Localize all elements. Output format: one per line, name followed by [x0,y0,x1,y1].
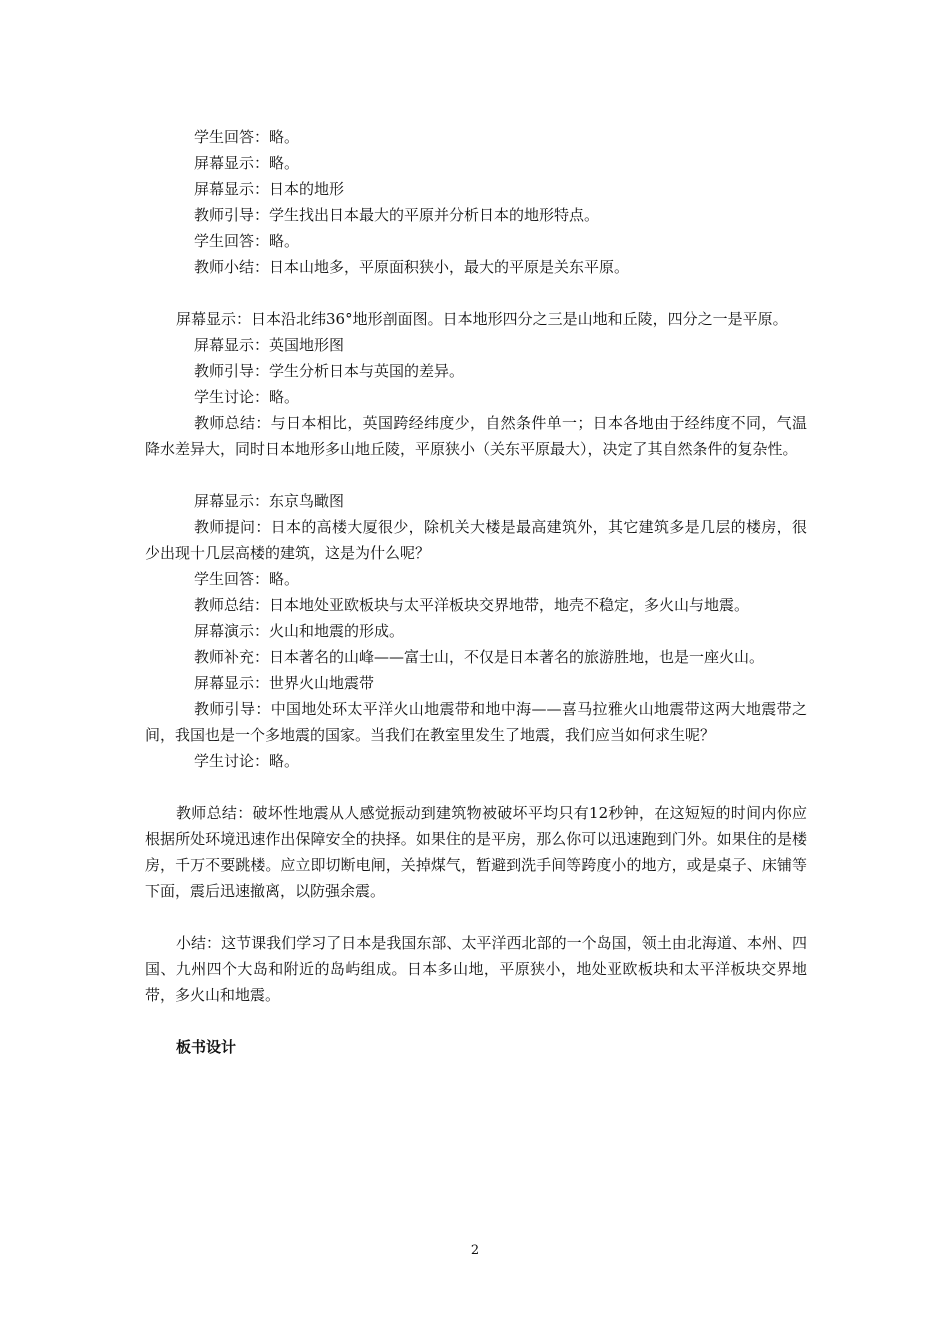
paragraph: 教师引导：学生分析日本与英国的差异。 [194,362,465,380]
paragraph: 屏幕演示：火山和地震的形成。 [194,622,405,640]
blank-line [145,1008,807,1034]
paragraph: 屏幕显示：世界火山地震带 [194,674,375,692]
blank-line [145,280,807,306]
document-body [145,124,807,1060]
paragraph: 学生回答：略。 [194,128,300,146]
paragraph: 教师引导：学生找出日本最大的平原并分析日本的地形特点。 [194,206,600,224]
blank-line [145,462,807,488]
paragraph: 屏幕显示：日本的地形 [194,180,345,198]
paragraph: 屏幕显示：日本沿北纬36°地形剖面图。日本地形四分之三是山地和丘陵，四分之一是平原。 [176,310,788,328]
paragraph: 教师引导：中国地处环太平洋火山地震带和地中海——喜马拉雅火山地震带这两大地震带之间，我国也是一个多地震的国家。当我们在教室里发生了地震，我们应当如何求生呢？ [145,700,807,744]
paragraph: 学生讨论：略。 [194,752,300,770]
paragraph: 教师补充：日本著名的山峰——富士山，不仅是日本著名的旅游胜地，也是一座火山。 [194,648,765,666]
summary-paragraph: 小结：这节课我们学习了日本是我国东部、太平洋西北部的一个岛国，领土由北海道、本州、四国、九州四个大岛和附近的岛屿组成。日本多山地，平原狭小，地处亚欧板块和太平洋板块交界地带，多火山和地震。 [145,934,807,1004]
paragraph: 教师总结：破坏性地震从人感觉振动到建筑物被破坏平均只有12秒钟，在这短短的时间内你应根据所处环境迅速作出保障安全的抉择。如果住的是平房，那么你可以迅速跑到门外。如果住的是楼房，千万不要跳楼。应立即切断电闸，关掉煤气，暂避到洗手间等跨度小的地方，或是桌子、床铺等下面，震后迅速撤离，以防强余震。 [145,804,807,900]
paragraph: 教师总结：与日本相比，英国跨经纬度少，自然条件单一；日本各地由于经纬度不同，气温降水差异大，同时日本地形多山地丘陵，平原狭小（关东平原最大），决定了其自然条件的复杂性。 [145,414,807,458]
paragraph: 学生回答：略。 [194,232,300,250]
paragraph: 教师小结：日本山地多，平原面积狭小，最大的平原是关东平原。 [194,258,630,276]
paragraph: 屏幕显示：英国地形图 [194,336,345,354]
blank-line [145,774,807,800]
paragraph: 教师提问：日本的高楼大厦很少，除机关大楼是最高建筑外，其它建筑多是几层的楼房，很少出现十几层高楼的建筑，这是为什么呢？ [145,518,807,562]
blank-line [145,904,807,930]
paragraph: 学生讨论：略。 [194,388,300,406]
paragraph: 屏幕显示：略。 [194,154,300,172]
page-number: 2 [470,1243,480,1258]
paragraph: 学生回答：略。 [194,570,300,588]
paragraph: 教师总结：日本地处亚欧板块与太平洋板块交界地带，地壳不稳定，多火山与地震。 [194,596,750,614]
paragraph: 屏幕显示：东京鸟瞰图 [194,492,345,510]
section-heading: 板书设计 [176,1038,237,1056]
